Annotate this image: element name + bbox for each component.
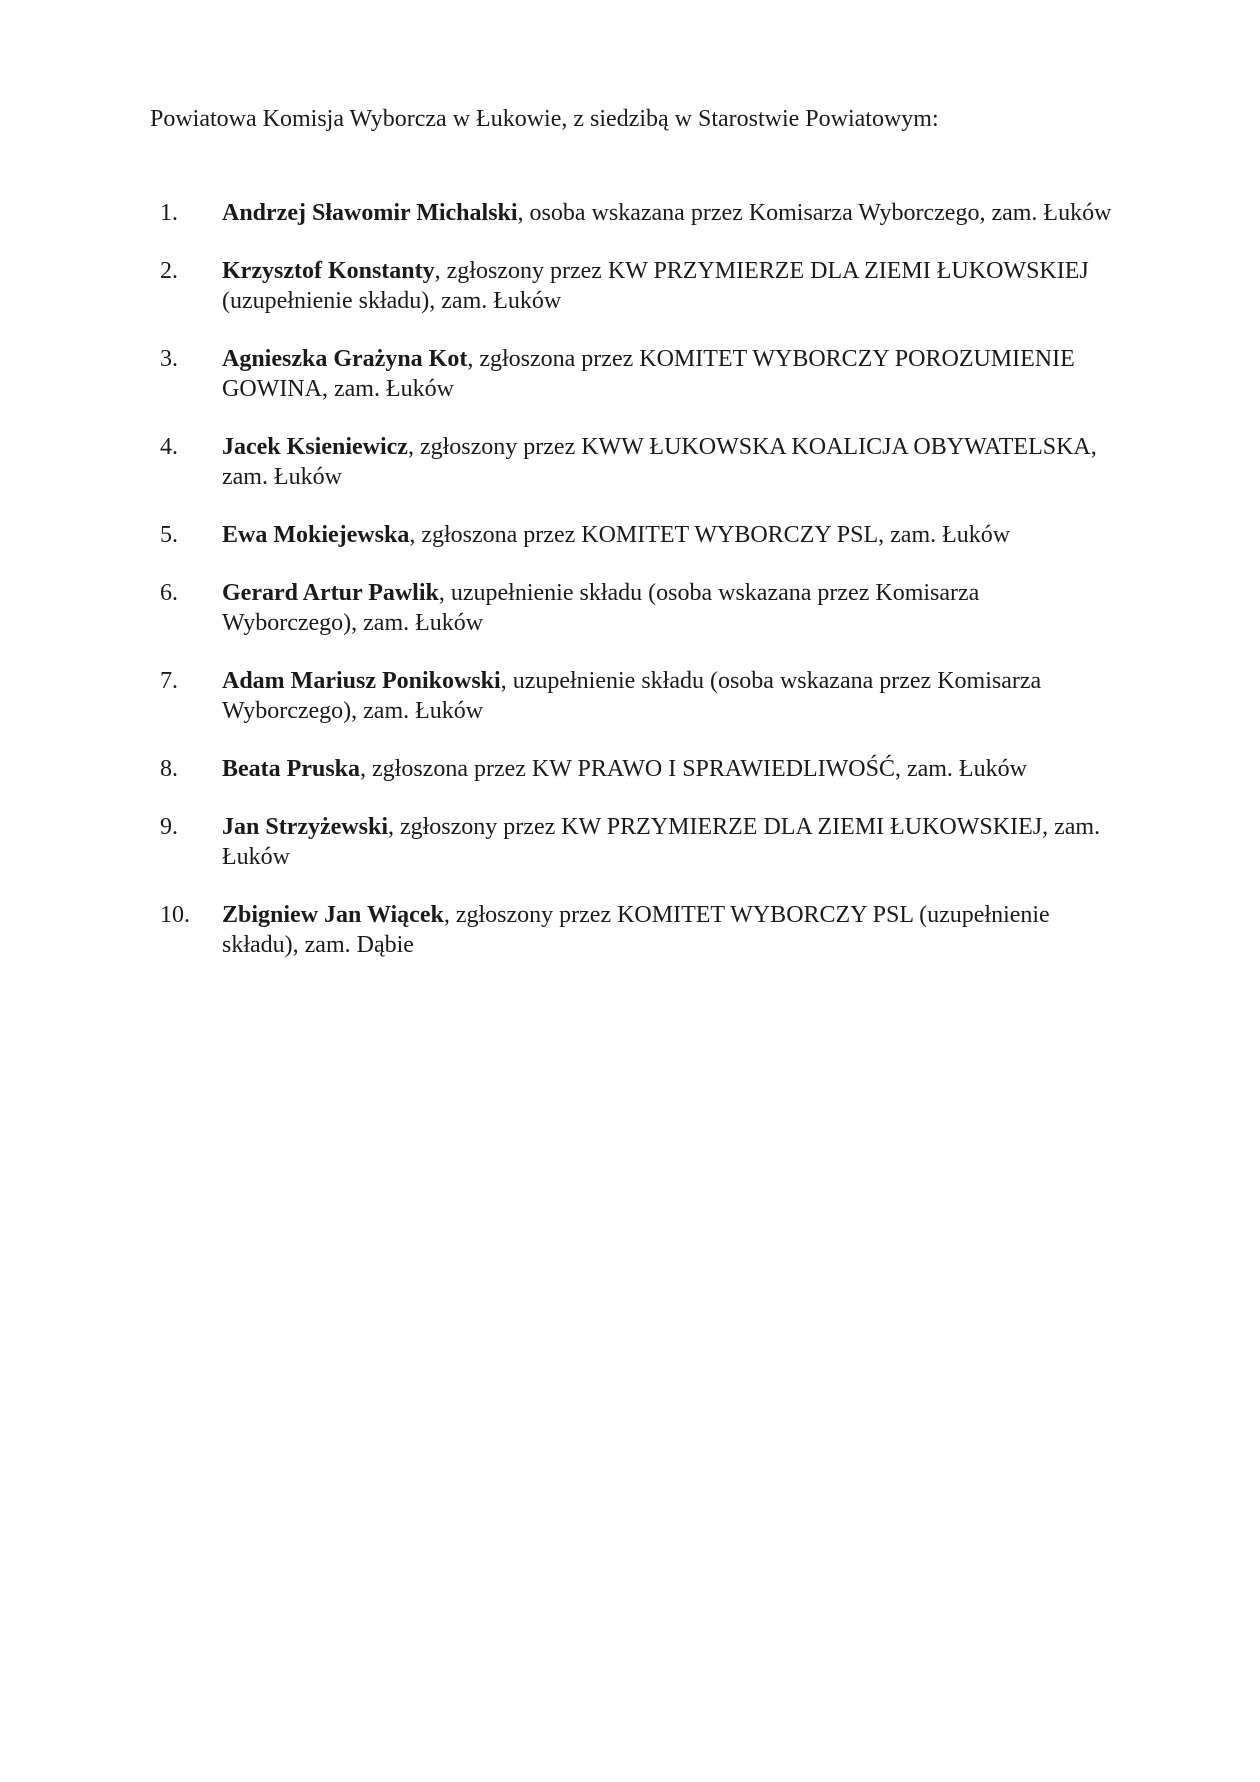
member-name: Jan Strzyżewski xyxy=(222,814,388,840)
list-item xyxy=(160,520,1120,550)
member-name: Zbigniew Jan Wiącek xyxy=(222,902,444,928)
document-heading: Powiatowa Komisja Wyborcza w Łukowie, z siedzibą w Starostwie Powiatowym: xyxy=(150,106,939,132)
member-list xyxy=(160,198,1120,988)
list-item xyxy=(160,256,1120,316)
member-details: , zgłoszony przez KOMITET WYBORCZY PSL (uzupełnienie składu), zam. Dąbie xyxy=(222,902,1050,958)
member-details: , zgłoszony przez KWW ŁUKOWSKA KOALICJA OBYWATELSKA, zam. Łuków xyxy=(222,434,1097,490)
member-details: , zgłoszony przez KW PRZYMIERZE DLA ZIEMI ŁUKOWSKIEJ (uzupełnienie składu), zam. Łuków xyxy=(222,258,1089,314)
item-number: 9. xyxy=(160,814,178,840)
list-item xyxy=(160,900,1120,960)
item-number: 4. xyxy=(160,434,178,460)
item-number: 1. xyxy=(160,200,178,226)
item-number: 6. xyxy=(160,580,178,606)
item-number: 7. xyxy=(160,668,178,694)
member-name: Andrzej Sławomir Michalski xyxy=(222,200,518,226)
item-number: 10. xyxy=(160,902,190,928)
list-item xyxy=(160,754,1120,784)
member-details: , osoba wskazana przez Komisarza Wyborczego, zam. Łuków xyxy=(517,200,1112,226)
list-item xyxy=(160,578,1120,638)
item-number: 3. xyxy=(160,346,178,372)
member-name: Beata Pruska xyxy=(222,756,360,782)
item-number: 2. xyxy=(160,258,178,284)
list-item xyxy=(160,198,1120,228)
member-name: Ewa Mokiejewska xyxy=(222,522,410,548)
member-details: , zgłoszony przez KW PRZYMIERZE DLA ZIEMI ŁUKOWSKIEJ, zam. Łuków xyxy=(222,814,1101,870)
member-details: , zgłoszona przez KW PRAWO I SPRAWIEDLIWOŚĆ, zam. Łuków xyxy=(360,756,1027,782)
list-item xyxy=(160,812,1120,872)
member-details: , uzupełnienie składu (osoba wskazana przez Komisarza Wyborczego), zam. Łuków xyxy=(222,580,980,636)
member-details: , uzupełnienie składu (osoba wskazana przez Komisarza Wyborczego), zam. Łuków xyxy=(222,668,1042,724)
list-item xyxy=(160,344,1120,404)
member-name: Krzysztof Konstanty xyxy=(222,258,435,284)
member-name: Gerard Artur Pawlik xyxy=(222,580,439,606)
list-item xyxy=(160,666,1120,726)
list-item xyxy=(160,432,1120,492)
member-details: , zgłoszona przez KOMITET WYBORCZY POROZUMIENIE GOWINA, zam. Łuków xyxy=(222,346,1075,402)
member-name: Agnieszka Grażyna Kot xyxy=(222,346,468,372)
item-number: 8. xyxy=(160,756,178,782)
member-details: , zgłoszona przez KOMITET WYBORCZY PSL, zam. Łuków xyxy=(409,522,1011,548)
member-name: Jacek Ksieniewicz xyxy=(222,434,408,460)
item-number: 5. xyxy=(160,522,178,548)
member-name: Adam Mariusz Ponikowski xyxy=(222,668,501,694)
